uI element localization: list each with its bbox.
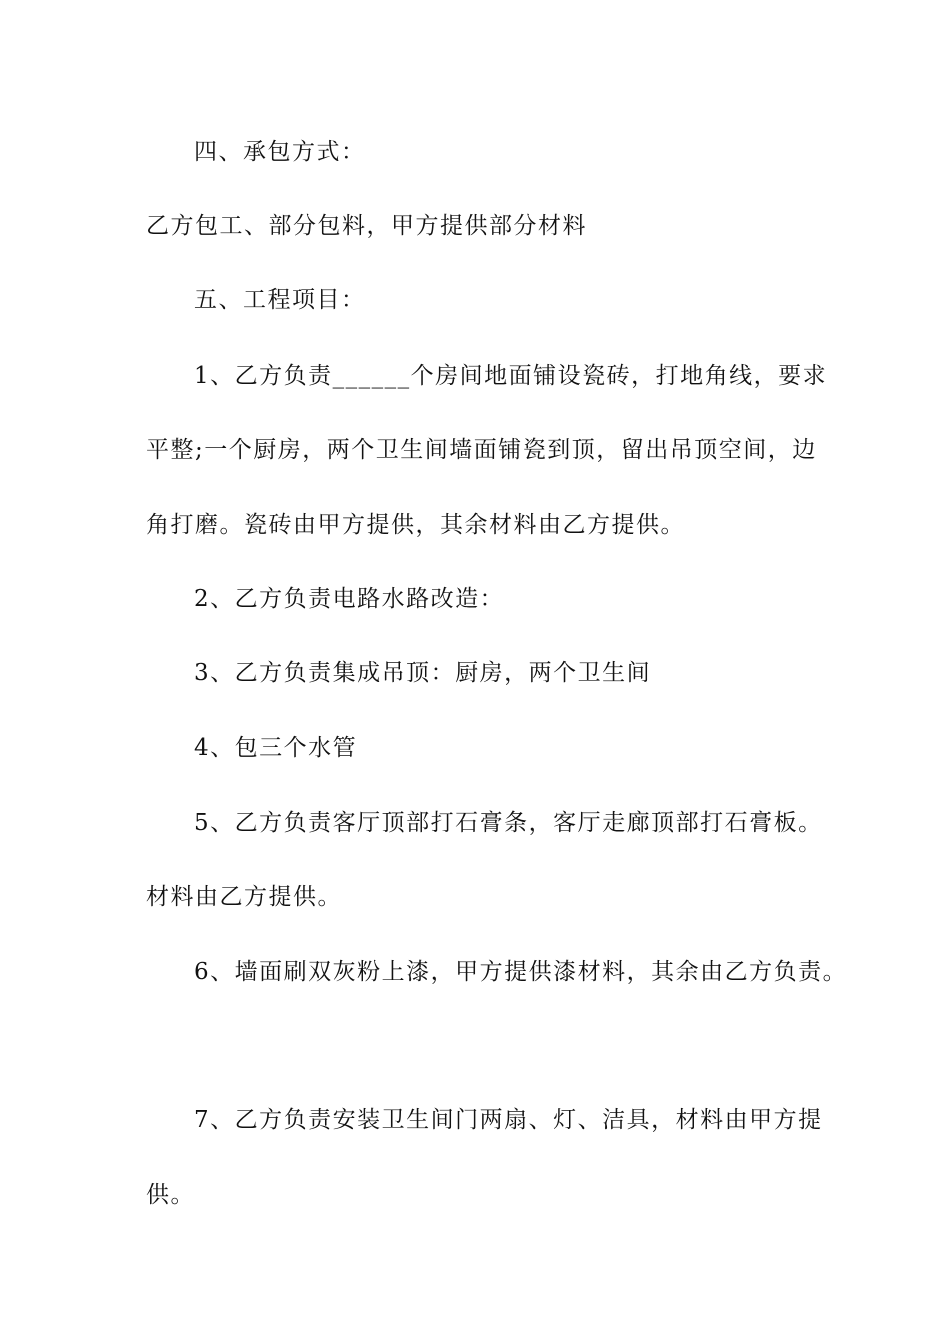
item-6: 6、墙面刷双灰粉上漆，甲方提供漆材料，其余由乙方负责。 [194,959,848,985]
item-7-line-2: 供。 [146,1182,195,1208]
item-5-line-1: 5、乙方负责客厅顶部打石膏条，客厅走廊顶部打石膏板。 [194,810,823,836]
item-2: 2、乙方负责电路水路改造： [194,586,505,612]
item-1-line-3: 角打磨。瓷砖由甲方提供，其余材料由乙方提供。 [146,512,685,538]
item-7-line-1: 7、乙方负责安装卫生间门两扇、灯、洁具，材料由甲方提 [194,1107,823,1133]
item-5-line-2: 材料由乙方提供。 [146,884,342,910]
section-heading-project-items: 五、工程项目： [194,287,366,313]
item-1-line-1: 1、乙方负责______个房间地面铺设瓷砖，打地角线，要求 [194,363,828,389]
section-heading-contract-method: 四、承包方式： [194,139,366,165]
paragraph-contract-method: 乙方包工、部分包料，甲方提供部分材料 [146,213,587,239]
item-3: 3、乙方负责集成吊顶：厨房，两个卫生间 [194,660,652,686]
item-4: 4、包三个水管 [194,735,358,761]
item-1-line-2: 平整;一个厨房，两个卫生间墙面铺瓷到顶，留出吊顶空间，边 [146,437,817,463]
